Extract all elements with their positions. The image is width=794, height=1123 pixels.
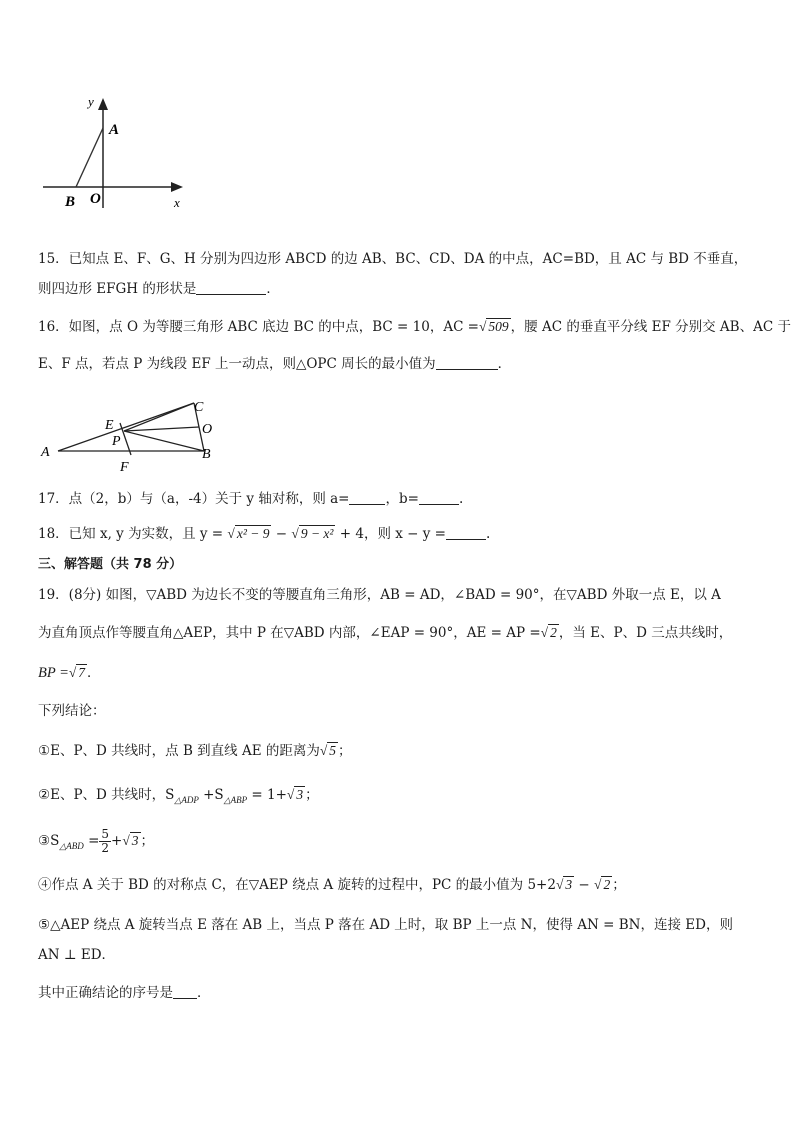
q19-text-3b: ． [87,665,101,681]
q17-line [38,490,463,508]
c3-sub: △ABD [59,841,84,851]
label-b: B [202,447,211,462]
q18-line [38,525,490,543]
c3-sqrt: 3 [131,833,139,848]
conclusion-5-line1: ⑤△AEP 绕点 A 旋转当点 E 落在 AB 上，当点 P 落在 AD 上时，取 BP 上一点 N，使得 AN = BN，连接 ED，则 [38,917,733,933]
q16-text-b: ，腰 AC 的垂直平分线 EF 分别交 AB、AC 于 [510,319,791,335]
q16-line2 [38,355,511,373]
q16-sqrt-value: 509 [488,319,509,334]
final-tail: ． [197,985,211,1001]
q19-line2 [38,624,732,642]
conclusion-1 [38,742,352,760]
segment-po [124,427,199,431]
sqrt-icon: √ x² − 9 [227,526,270,541]
c3-eq: = [83,833,100,849]
final-question [38,984,211,1002]
c2-text-b: = 1+ [247,787,287,803]
c3-fraction [99,828,111,855]
label-p: P [112,434,121,449]
q18-text-b: + 4，则 x − y = [335,526,446,542]
section-3-title: 三、解答题（共 78 分） [38,557,183,572]
label-f: F [120,460,129,475]
q19-text-2b: ，当 E、P、D 三点共线时， [558,625,733,641]
q15-line1: 15．已知点 E、F、G、H 分别为四边形 ABCD 的边 AB、BC、CD、DA 的中点，AC=BD，且 AC 与 BD 不垂直， [38,251,748,267]
c4-text-b: ； [612,877,626,893]
c3-numerator: 5 [101,827,110,841]
q15-line2 [38,280,280,298]
c2-plus: +S [198,787,224,803]
conclusion-5-line2: AN ⊥ ED． [38,947,116,963]
label-o: O [202,422,213,437]
sqrt-icon: √ 3 [555,877,573,892]
sqrt-icon: √ 509 [479,319,509,334]
sqrt-icon: √ 5 [319,743,337,758]
q15-answer-blank[interactable] [196,280,266,295]
final-text: 其中正确结论的序号是 [38,985,173,1001]
sqrt-icon: √ 7 [68,665,86,680]
q18-minus: − [271,526,292,542]
label-a: A [109,122,120,138]
segment-ab [76,128,103,187]
q15-tail: ． [266,281,280,297]
conclusion-3 [38,826,154,861]
conclusion-4 [38,876,626,894]
q19-line1: 19．(8分) 如图，▽ABD 为边长不变的等腰直角三角形，AB = AD，∠BAD = 90°，在▽ABD 外取一点 E，以 A [38,587,721,603]
final-answer-blank[interactable] [173,984,197,999]
q17-text-b: ，b= [385,491,419,507]
q16-answer-blank[interactable] [436,355,498,370]
triangle-figure [38,395,228,475]
q19-sqrt-2: 2 [550,625,557,640]
q18-text-a: 18．已知 x, y 为实数，且 y = [38,526,224,542]
q18-answer-blank[interactable] [446,525,486,540]
c3-text-a: ③S [38,833,60,849]
q16-tail: ． [497,356,512,372]
c2-text-c: ； [305,787,319,803]
segment-pc [124,403,194,431]
q17-tail: . [458,491,464,507]
q19-text-3a: BP = [38,665,69,681]
q18-sqrt1: x² − 9 [236,526,270,541]
q19-line3 [38,664,101,682]
conclusions-label: 下列结论： [38,703,106,719]
c3-text-b: ； [140,833,155,849]
c2-sub1: △ADP [174,795,199,805]
label-e: E [105,418,114,433]
q17-answer-b[interactable] [419,490,459,505]
q16-text-c: E、F 点，若点 P 为线段 EF 上一动点，则△OPC 周长的最小值为 [38,356,436,372]
coordinate-figure [38,90,188,215]
q18-tail: . [485,526,491,542]
c3-plus: + [111,833,123,849]
sqrt-icon: √ 2 [540,625,557,640]
c1-sqrt: 5 [329,743,337,758]
q15-text: 则四边形 EFGH 的形状是 [38,281,197,297]
q17-text-a: 17．点（2，b）与（a，-4）关于 y 轴对称，则 a= [38,491,350,507]
q17-answer-a[interactable] [349,490,385,505]
c1-text-b: ； [338,743,352,759]
segment-pb [124,431,204,451]
c4-minus: − [574,877,595,893]
q18-sqrt2: 9 − x² [300,526,334,541]
c2-sqrt: 3 [296,787,304,802]
c4-text-a: ④作点 A 关于 BD 的对称点 C，在▽AEP 绕点 A 旋转的过程中，PC 的最小值为 5+2 [38,877,556,893]
label-c: C [194,400,204,415]
label-y: y [88,94,94,109]
sqrt-icon: √ 9 − x² [291,526,334,541]
conclusion-2 [38,786,319,809]
c4-sqrt1: 3 [565,877,573,892]
sqrt-icon: √ 3 [286,787,304,802]
y-axis-arrow [98,98,108,110]
x-axis-arrow [171,182,183,192]
sqrt-icon: √ 3 [122,833,139,848]
q19-text-2a: 为直角顶点作等腰直角△AEP，其中 P 在▽ABD 内部，∠EAP = 90°，AE = AP = [38,625,541,641]
label-b: B [65,194,76,210]
c2-text-a: ②E、P、D 共线时，S [38,787,175,803]
sqrt-icon: √ 2 [594,877,611,892]
c3-denominator: 2 [101,841,110,855]
q19-sqrt-7: 7 [78,665,86,680]
label-a: A [41,445,50,460]
c1-text-a: ①E、P、D 共线时，点 B 到直线 AE 的距离为 [38,743,320,759]
label-o: O [90,191,101,207]
c4-sqrt2: 2 [603,877,611,892]
q16-text-a: 16．如图，点 O 为等腰三角形 ABC 底边 BC 的中点，BC = 10，AC = [38,319,479,335]
q16-line1 [38,318,791,336]
label-x: x [174,195,180,210]
c2-sub2: △ABP [223,795,248,805]
